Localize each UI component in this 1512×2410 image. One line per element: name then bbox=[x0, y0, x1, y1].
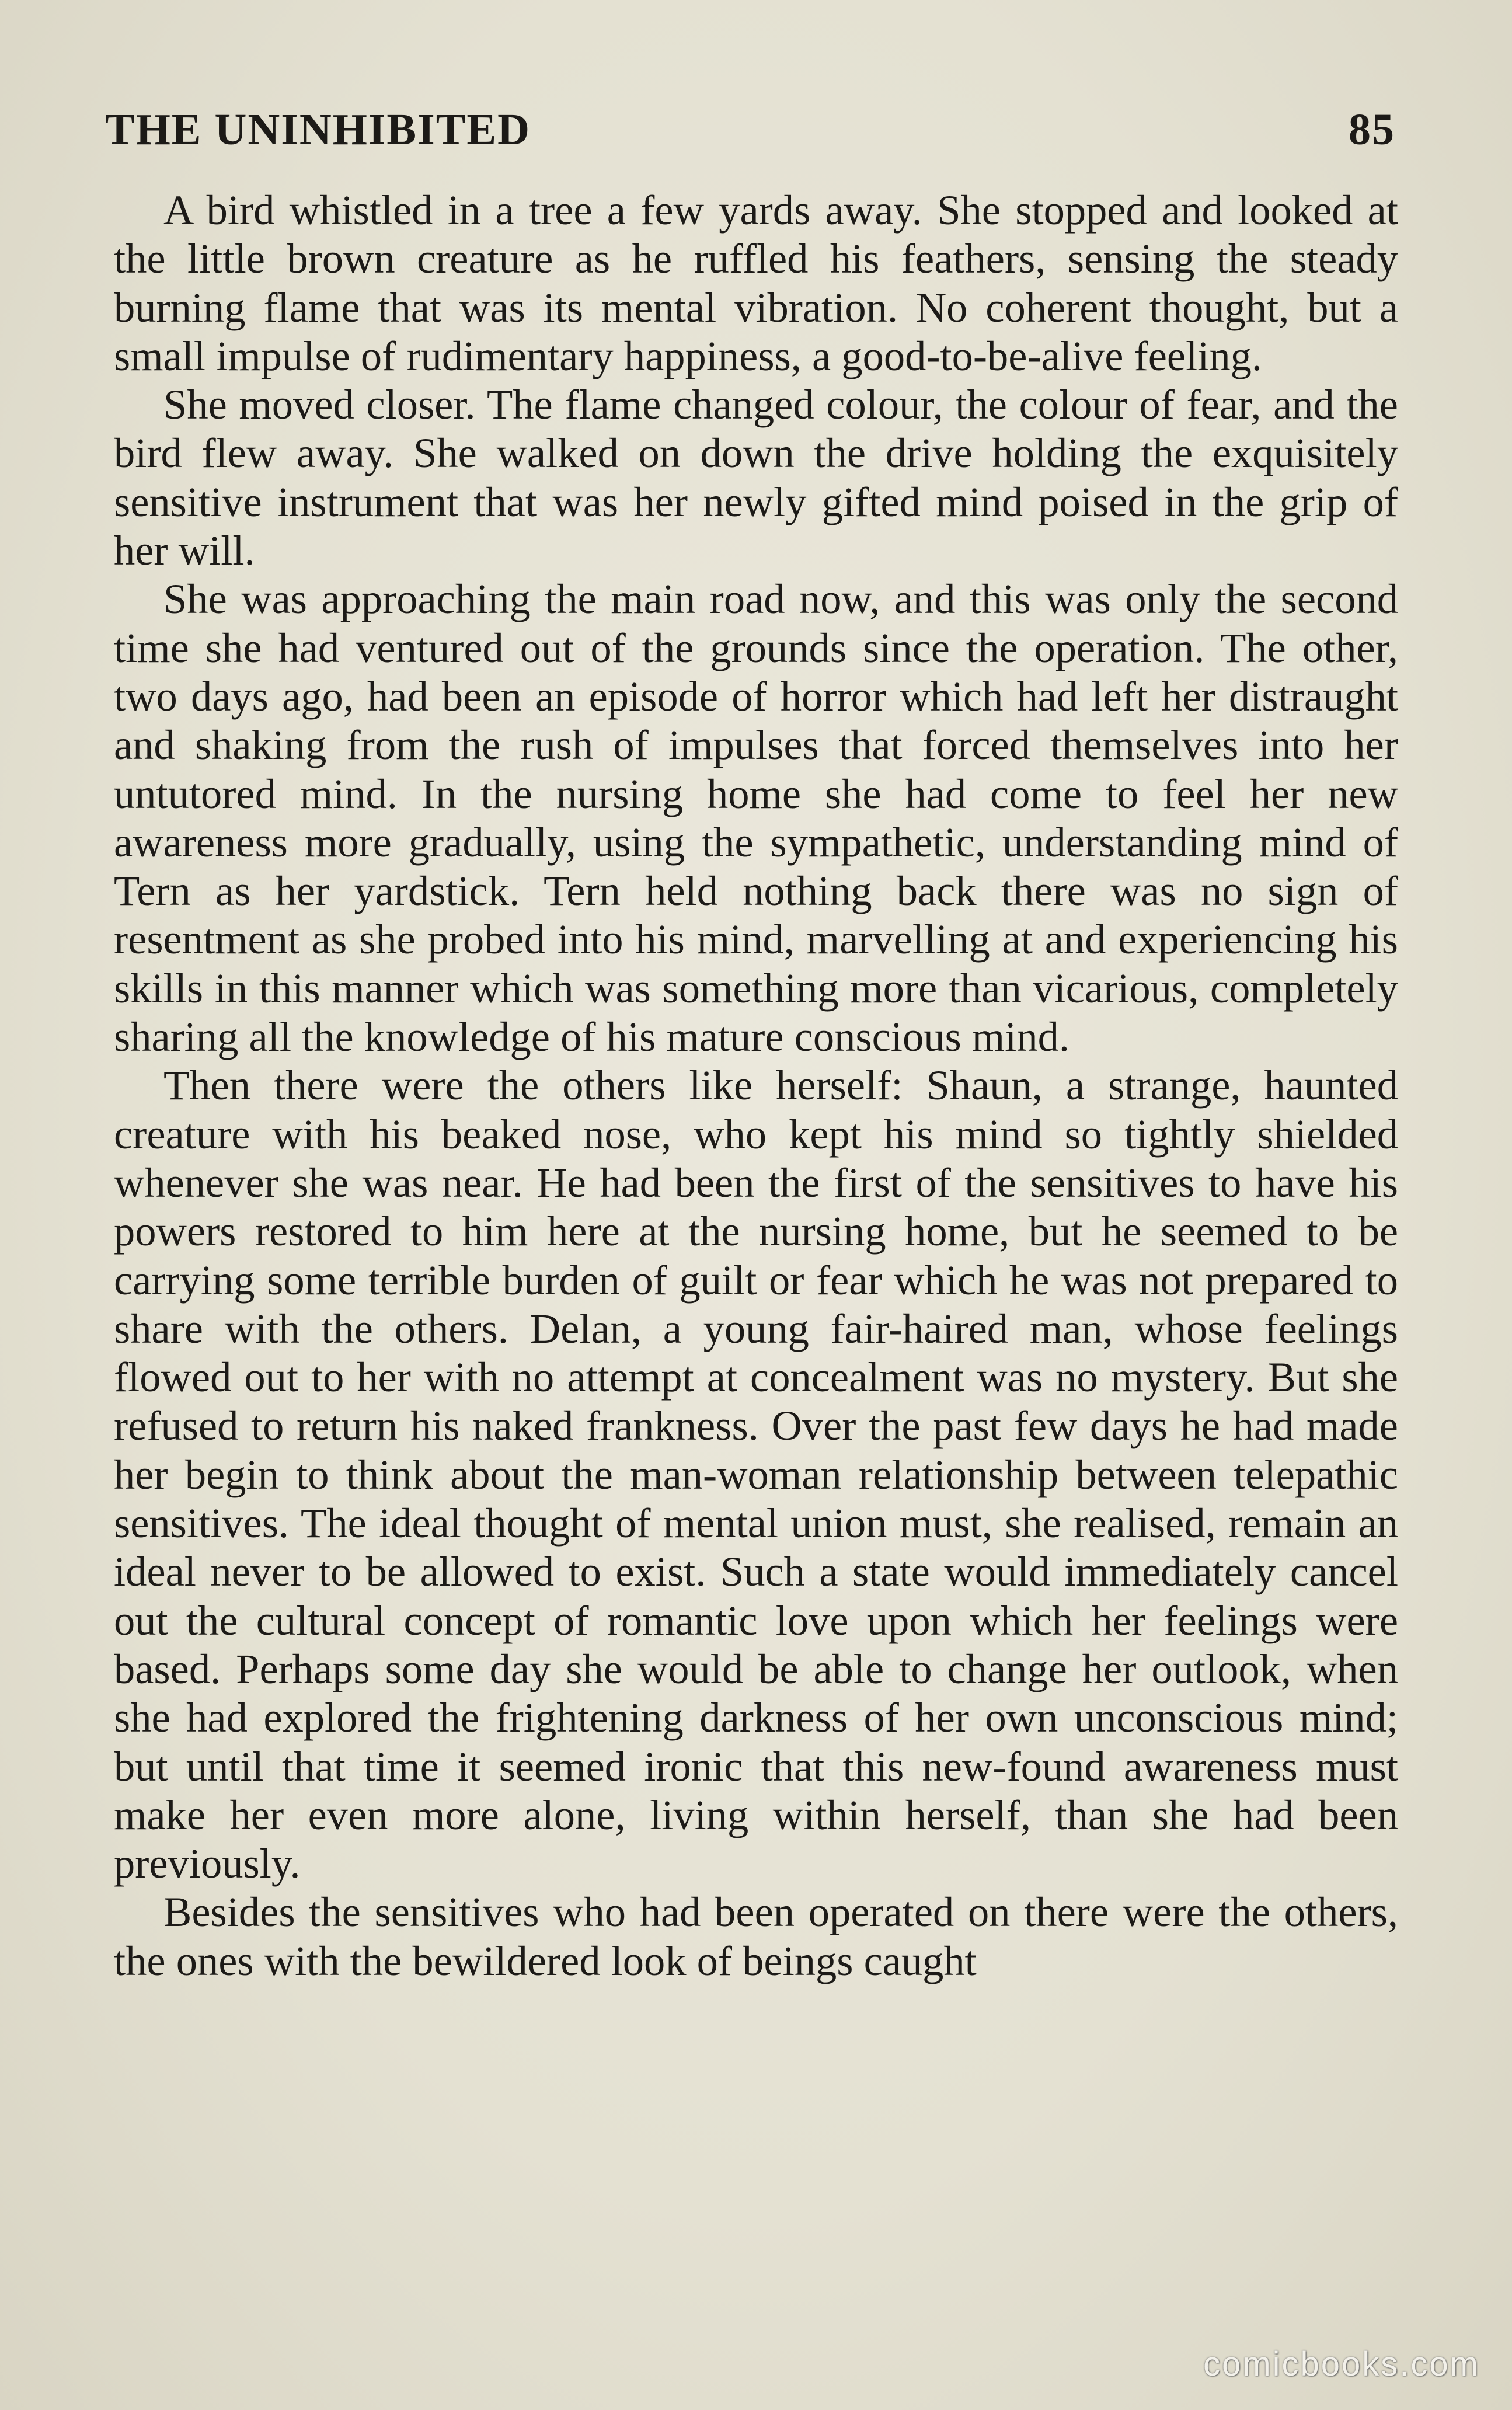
page-number: 85 bbox=[1349, 105, 1395, 154]
paragraph-5: Besides the sensitives who had been operated on there were the others, the ones with the bewildered look of beings caught bbox=[114, 1888, 1398, 1984]
body-text bbox=[114, 186, 1398, 1985]
paragraph-1: A bird whistled in a tree a few yards away. She stopped and looked at the little brown creature as he ruffled his feathers, sensing the steady burning flame that was its mental vibration. No coherent thought, but a small impulse of rudimentary happiness, a good-to-be-alive feeling. bbox=[114, 186, 1398, 379]
paragraph-4: Then there were the others like herself: Shaun, a strange, haunted creature with his beaked nose, who kept his mind so tightly shielded whenever she was near. He had been the first of the sensitives to have his powers restored to him here at the nursing home, but he seemed to be carrying some terrible burden of guilt or fear which he was not prepared to share with the others. Delan, a young fair-haired man, whose feelings flowed out to her with no attempt at concealment was no mystery. But she refused to return his naked frankness. Over the past few days he had made her begin to think about the man-woman relationship between telepathic sensitives. The ideal thought of mental union must, she realised, remain an ideal never to be allowed to exist. Such a state would immediately cancel out the cultural concept of romantic love upon which her feelings were based. Perhaps some day she would be able to change her outlook, when she had explored the frightening darkness of her own unconscious mind; but until that time it seemed ironic that this new-found awareness must make her even more alone, living within herself, than she had been previously. bbox=[114, 1061, 1398, 1887]
paragraph-3: She was approaching the main road now, and this was only the second time she had ventured out of the grounds since the operation. The other, two days ago, had been an episode of horror which had left her distraught and shaking from the rush of impulses that forced themselves into her untutored mind. In the nursing home she had come to feel her new awareness more gradually, using the sympathetic, understanding mind of Tern as her yardstick. Tern held nothing back there was no sign of resentment as she probed into his mind, marvelling at and experiencing his skills in this manner which was something more than vicarious, completely sharing all the knowledge of his mature conscious mind. bbox=[114, 575, 1398, 1061]
running-head-title: THE UNINHIBITED bbox=[105, 105, 531, 154]
watermark: comicbooks.com bbox=[1203, 2345, 1480, 2383]
running-head bbox=[105, 88, 1395, 152]
paragraph-2: She moved closer. The flame changed colour, the colour of fear, and the bird flew away. She walked on down the drive holding the exquisitely sensitive instrument that was her newly gifted mind poised in the grip of her will. bbox=[114, 381, 1398, 574]
